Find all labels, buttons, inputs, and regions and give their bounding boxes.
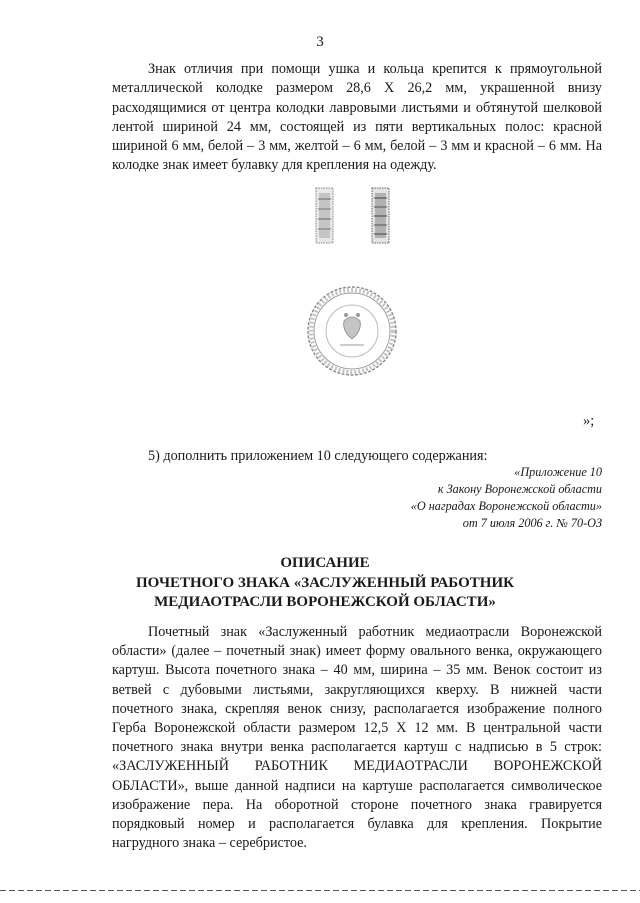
- appendix-line: «О наградах Воронежской области»: [410, 499, 602, 513]
- page-number: 3: [316, 34, 324, 50]
- page-bottom-divider: [0, 890, 640, 891]
- title-line: МЕДИАОТРАСЛИ ВОРОНЕЖСКОЙ ОБЛАСТИ»: [154, 594, 496, 610]
- item-5-amendment: 5) дополнить приложением 10 следующего содержания:: [148, 448, 488, 464]
- stamp-area: [290, 185, 420, 395]
- title-line: ОПИСАНИЕ: [280, 555, 370, 571]
- appendix-line: «Приложение 10: [514, 465, 602, 479]
- stamp-mark-left: [316, 188, 333, 243]
- round-seal-icon: [308, 287, 396, 375]
- document-title: [90, 554, 560, 613]
- paragraph-badge-mount: Знак отличия при помощи ушка и кольца крепится к прямоугольной металлической колодке размером 28,6 Х 26,2 мм, украшенной внизу расходящимися от центра колодки лавровыми листьями и обтянутой шелковой лентой шириной 24 мм, состоящей из пяти вертикальных полос: красной шириной 6 мм, белой – 3 мм, желтой – 6 мм, белой – 3 мм и красной – 6 мм. На колодке знак имеет булавку для крепления на одежду.: [112, 61, 602, 174]
- paragraph-badge-description: Почетный знак «Заслуженный работник медиаотрасли Воронежской области» (далее – почетный знак) имеет форму овального венка, окружающего картуш. Высота почетного знака – 40 мм, ширина – 35 мм. Венок состоит из ветвей с дубовыми листьями, закругляющихся кверху. В нижней части почетного знака, скрепляя венок снизу, располагается изображение полного Герба Воронежской области размером 12,5 Х 12 мм. В центральной части почетного знака внутри венка располагается картуш с надписью в 5 строк: «ЗАСЛУЖЕННЫЙ РАБОТНИК МЕДИАОТРАСЛИ ВОРОНЕЖСКОЙ ОБЛАСТИ», выше данной надписи на картуше располагается символическое изображение пера. На оборотной стороне почетного знака гравируется порядковый номер и располагается булавка для крепления. Покрытие нагрудного знака – серебристое.: [112, 624, 602, 852]
- appendix-header: [302, 464, 602, 532]
- official-seal-stamps: [290, 185, 420, 395]
- title-line: ПОЧЕТНОГО ЗНАКА «ЗАСЛУЖЕННЫЙ РАБОТНИК: [135, 574, 515, 591]
- appendix-line: от 7 июля 2006 г. № 70-ОЗ: [462, 516, 602, 530]
- closing-quote: »;: [583, 413, 595, 429]
- stamp-mark-right: [372, 188, 389, 243]
- appendix-line: к Закону Воронежской области: [437, 482, 602, 496]
